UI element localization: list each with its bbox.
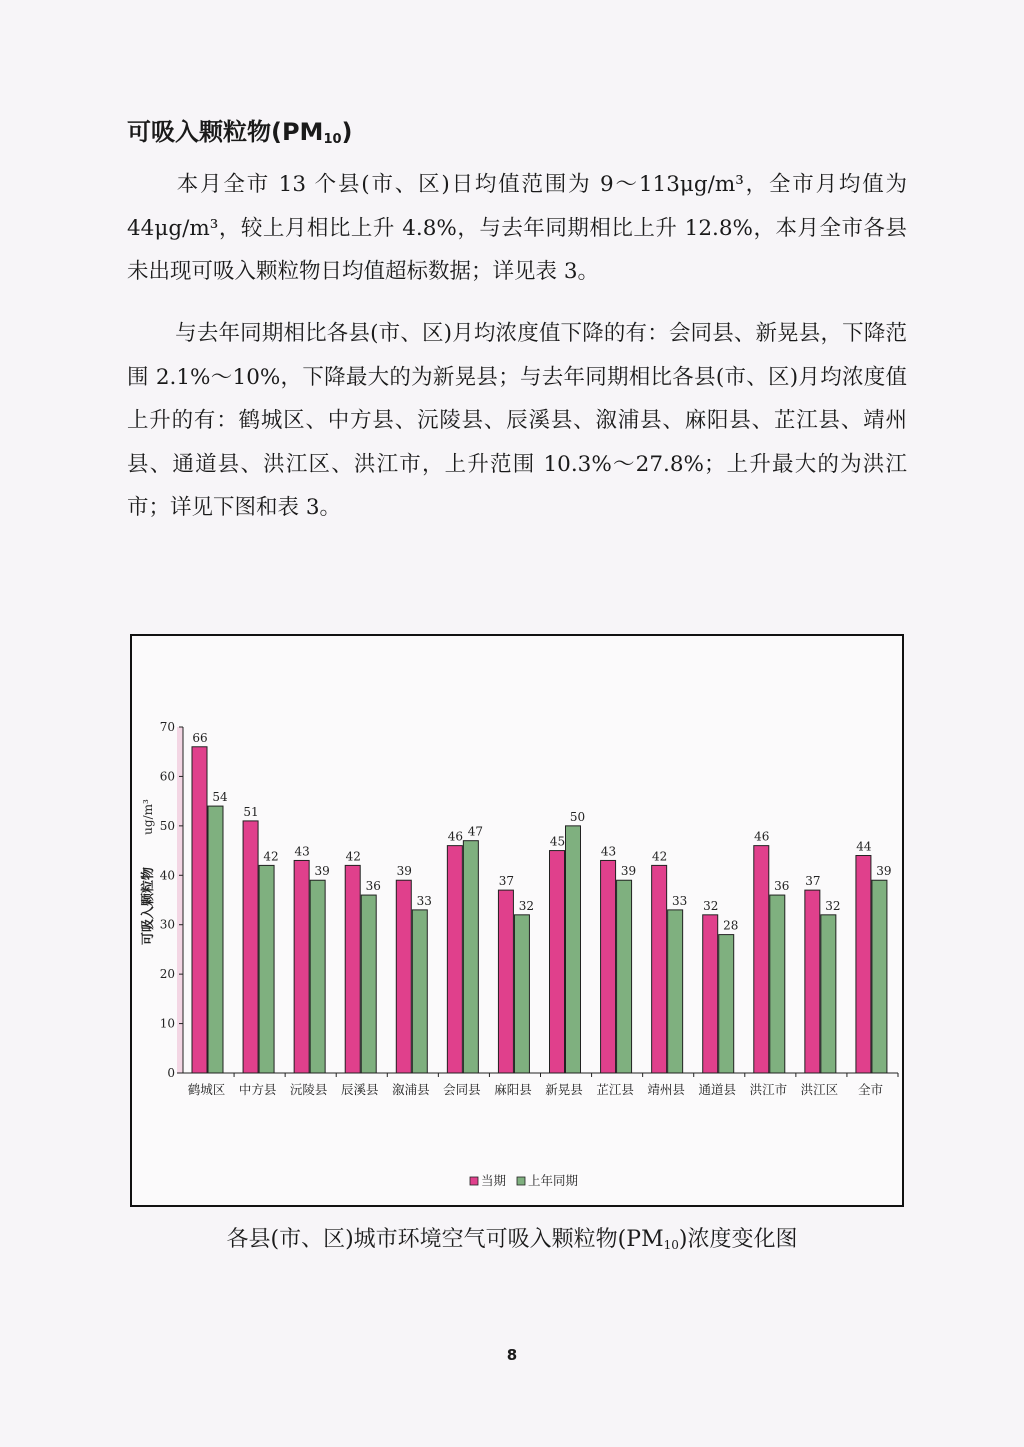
x-tick-label: 通道县 — [698, 1082, 737, 1097]
x-tick-label: 新晃县 — [545, 1082, 583, 1097]
data-label: 32 — [518, 898, 535, 913]
data-label: 42 — [263, 849, 279, 864]
bar-current — [243, 821, 258, 1073]
x-tick-label: 麻阳县 — [494, 1082, 532, 1097]
y-tick-label: 60 — [159, 769, 175, 784]
bar-current — [345, 865, 360, 1073]
data-label: 47 — [467, 824, 483, 839]
data-label: 43 — [294, 844, 310, 859]
bar-current — [498, 890, 513, 1073]
x-tick-label: 中方县 — [238, 1082, 277, 1097]
data-label: 39 — [314, 864, 330, 879]
x-tick-label: 芷江县 — [596, 1082, 634, 1097]
y-tick-label: 70 — [159, 720, 175, 734]
data-label: 66 — [192, 730, 208, 745]
bar-last-year — [412, 910, 427, 1073]
bar-last-year — [668, 910, 683, 1073]
bar-last-year — [821, 915, 836, 1073]
legend-swatch — [470, 1177, 478, 1185]
data-label: 43 — [600, 844, 617, 859]
data-label: 51 — [243, 804, 259, 819]
data-label: 44 — [856, 839, 872, 854]
section-heading: 可吸入颗粒物$(PM_{10})$ — [127, 118, 353, 147]
legend-label: 上年同期 — [528, 1173, 579, 1188]
data-label: 28 — [723, 918, 739, 933]
data-label: 39 — [396, 864, 412, 879]
bar-current — [192, 747, 207, 1073]
figure-caption: 各县(市、区)城市环境空气可吸入颗粒物$(PM_{10})$浓度变化图 — [226, 1227, 798, 1252]
legend-label: 当期 — [481, 1173, 507, 1188]
data-label: 37 — [805, 874, 821, 889]
data-label: 39 — [620, 864, 637, 879]
bar-current — [754, 846, 769, 1073]
y-axis-unit: ug/m³ — [141, 799, 155, 835]
bar-current — [294, 860, 309, 1073]
paragraph-comparison: 与去年同期相比各县(市、区)月均浓度值下降的有：会同县、新晃县，下降范围 2.1%～10%，下降最大的为新晃县；与去年同期相比各县(市、区)月均浓度值上升的有：鹤城区、中方县、沅陵县、辰溪县、溆浦县、麻阳县、芷江县、靖州县、通道县、洪江区、洪江市，上升范围 10.3%～27.8%；上升最大的为洪江市；详见下图和表 3。 — [127, 321, 907, 520]
page-number: 8 — [506, 1346, 518, 1364]
bar-current — [856, 856, 871, 1073]
bar-current — [703, 915, 718, 1073]
data-label: 37 — [498, 874, 515, 889]
x-tick-label: 洪江市 — [749, 1082, 788, 1097]
chart-frame — [130, 634, 904, 1207]
bar-last-year — [310, 880, 325, 1073]
data-label: 46 — [447, 829, 463, 844]
data-label: 32 — [825, 898, 841, 913]
bar-last-year — [259, 865, 274, 1073]
y-axis-title: 可吸入颗粒物 — [141, 866, 156, 946]
bar-last-year — [770, 895, 785, 1073]
data-label: 36 — [365, 879, 381, 894]
bar-current — [601, 860, 616, 1073]
legend-swatch — [517, 1177, 525, 1185]
x-tick-label: 溆浦县 — [392, 1082, 430, 1097]
plot-wall — [177, 727, 183, 1073]
data-label: 42 — [652, 849, 668, 864]
data-label: 39 — [876, 864, 892, 879]
bar-last-year — [208, 806, 223, 1073]
data-label: 54 — [212, 790, 228, 805]
data-label: 46 — [754, 829, 770, 844]
bar-current — [805, 890, 820, 1073]
bar-current — [550, 851, 565, 1073]
y-tick-label: 50 — [159, 818, 175, 833]
bar-current — [447, 846, 462, 1073]
bar-last-year — [514, 915, 529, 1073]
data-label: 33 — [672, 893, 688, 908]
x-tick-label: 沅陵县 — [289, 1082, 328, 1097]
y-tick-label: 40 — [159, 868, 175, 883]
pm10-bar-chart — [132, 636, 902, 1205]
x-tick-label: 洪江区 — [800, 1082, 839, 1097]
bar-last-year — [566, 826, 581, 1073]
bar-last-year — [719, 935, 734, 1073]
bar-last-year — [617, 880, 632, 1073]
data-label: 36 — [774, 879, 790, 894]
paragraph-summary: 本月全市 13 个县(市、区)日均值范围为 9～113μg/m³，全市月均值为 44μg/m³，较上月相比上升 4.8%，与去年同期相比上升 12.8%，本月全市各县未出现可吸入颗粒物日均值超标数据；详见表 3。 — [127, 172, 907, 284]
bar-last-year — [872, 880, 887, 1073]
y-tick-label: 10 — [159, 1016, 175, 1031]
data-label: 45 — [549, 834, 566, 849]
x-tick-label: 辰溪县 — [340, 1082, 379, 1097]
x-tick-label: 会同县 — [443, 1082, 481, 1097]
bar-current — [652, 865, 667, 1073]
data-label: 42 — [345, 849, 361, 864]
x-tick-label: 靖州县 — [647, 1082, 685, 1097]
data-label: 33 — [416, 893, 432, 908]
bar-last-year — [361, 895, 376, 1073]
y-tick-label: 0 — [167, 1066, 175, 1080]
bar-last-year — [463, 841, 478, 1073]
bar-current — [396, 880, 411, 1073]
data-label: 50 — [569, 809, 586, 824]
x-tick-label: 全市 — [857, 1082, 883, 1097]
y-tick-label: 30 — [159, 917, 175, 932]
x-tick-label: 鹤城区 — [187, 1082, 226, 1097]
data-label: 32 — [703, 898, 719, 913]
y-tick-label: 20 — [159, 967, 175, 982]
